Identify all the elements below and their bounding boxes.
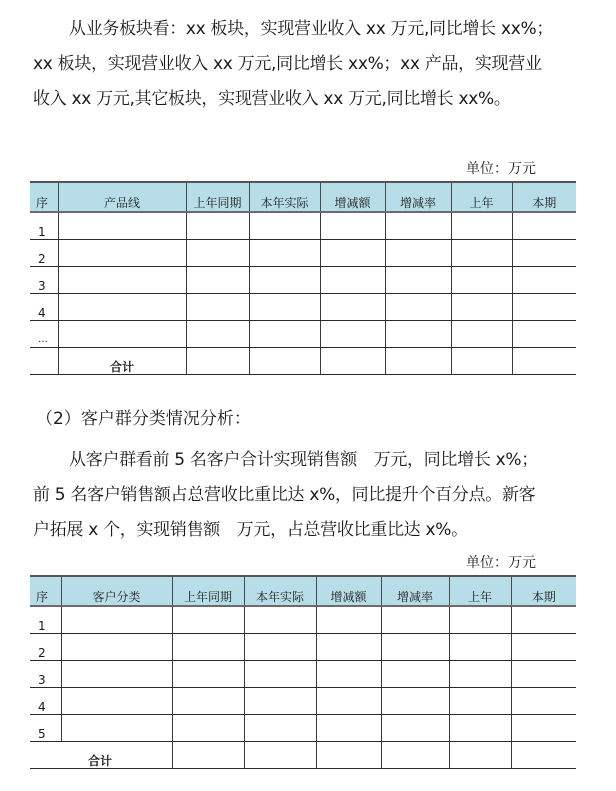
cell[interactable] (381, 661, 449, 688)
cell[interactable] (451, 240, 512, 267)
cell[interactable] (244, 688, 316, 715)
cell[interactable] (244, 606, 316, 634)
cell[interactable] (172, 661, 244, 688)
cell-customer-category[interactable] (61, 634, 172, 661)
cell[interactable] (316, 661, 381, 688)
cell[interactable] (451, 348, 512, 375)
cell[interactable] (249, 294, 320, 321)
cell[interactable] (449, 715, 511, 742)
row-seq: 4 (30, 688, 61, 715)
cell[interactable] (511, 606, 576, 634)
col-header-prior-year: 上年 (449, 576, 511, 606)
paragraph-line: 从业务板块看：xx 板块，实现营业收入 xx 万元,同比增长 xx%； (69, 19, 554, 39)
col-header-seq: 序 (30, 182, 58, 212)
cell[interactable] (172, 742, 244, 769)
col-header-prior-same-period: 上年同期 (186, 182, 249, 212)
row-seq: … (30, 321, 58, 348)
cell[interactable] (186, 321, 249, 348)
cell[interactable] (511, 742, 576, 769)
cell[interactable] (451, 212, 512, 240)
total-label: 合计 (30, 742, 172, 769)
cell[interactable] (316, 606, 381, 634)
cell[interactable] (316, 634, 381, 661)
col-header-current-actual: 本年实际 (244, 576, 316, 606)
cell[interactable] (320, 321, 385, 348)
cell[interactable] (512, 294, 576, 321)
row-seq: 1 (30, 606, 61, 634)
product-line-table (30, 181, 576, 375)
cell[interactable] (244, 742, 316, 769)
business-segment-paragraph (33, 12, 578, 117)
cell[interactable] (512, 348, 576, 375)
col-header-seq: 序 (30, 576, 61, 606)
cell[interactable] (385, 294, 451, 321)
cell[interactable] (249, 267, 320, 294)
cell-product-line[interactable] (58, 321, 186, 348)
table-row (30, 240, 576, 267)
row-seq-empty (30, 348, 58, 375)
table-header-row (30, 182, 576, 212)
cell-product-line[interactable] (58, 212, 186, 240)
row-seq: 2 (30, 634, 61, 661)
row-seq: 3 (30, 661, 61, 688)
table-row (30, 688, 576, 715)
row-seq: 3 (30, 267, 58, 294)
cell[interactable] (451, 321, 512, 348)
cell[interactable] (172, 634, 244, 661)
cell[interactable] (186, 267, 249, 294)
cell[interactable] (511, 715, 576, 742)
row-seq: 4 (30, 294, 58, 321)
cell-product-line[interactable] (58, 240, 186, 267)
cell[interactable] (512, 321, 576, 348)
col-header-change-rate: 增减率 (385, 182, 451, 212)
col-header-change-rate: 增减率 (381, 576, 449, 606)
table-row (30, 715, 576, 742)
cell[interactable] (451, 267, 512, 294)
cell[interactable] (449, 742, 511, 769)
cell-customer-category[interactable] (61, 688, 172, 715)
customer-analysis-heading: （2）客户群分类情况分析： (36, 409, 251, 429)
table2-unit-label: 单位：万元 (466, 555, 536, 571)
cell[interactable] (249, 321, 320, 348)
table-row (30, 661, 576, 688)
cell[interactable] (511, 688, 576, 715)
col-header-change-amount: 增减额 (320, 182, 385, 212)
cell[interactable] (320, 348, 385, 375)
table-row (30, 321, 576, 348)
col-header-current-period: 本期 (512, 182, 576, 212)
row-seq: 2 (30, 240, 58, 267)
cell-customer-category[interactable] (61, 715, 172, 742)
row-seq: 1 (30, 212, 58, 240)
col-header-change-amount: 增减额 (316, 576, 381, 606)
cell[interactable] (381, 742, 449, 769)
col-header-customer-category: 客户分类 (61, 576, 172, 606)
cell[interactable] (244, 715, 316, 742)
cell[interactable] (449, 634, 511, 661)
table-total-row (30, 742, 576, 769)
cell[interactable] (249, 240, 320, 267)
cell[interactable] (186, 212, 249, 240)
cell[interactable] (249, 212, 320, 240)
cell[interactable] (381, 606, 449, 634)
cell-customer-category[interactable] (61, 606, 172, 634)
table-row (30, 294, 576, 321)
cell[interactable] (249, 348, 320, 375)
paragraph-line: 前 5 名客户销售额占总营收比重比达 x%，同比提升个百分点。新客 (33, 485, 536, 505)
paragraph-line: 从客户群看前 5 名客户合计实现销售额 万元，同比增长 x%； (69, 450, 538, 470)
cell[interactable] (449, 661, 511, 688)
cell[interactable] (244, 661, 316, 688)
cell[interactable] (172, 606, 244, 634)
paragraph-line: 户拓展 x 个，实现销售额 万元，占总营收比重比达 x%。 (33, 520, 468, 540)
cell[interactable] (381, 688, 449, 715)
table-header-row (30, 576, 576, 606)
cell[interactable] (385, 240, 451, 267)
cell[interactable] (385, 321, 451, 348)
cell[interactable] (512, 240, 576, 267)
cell[interactable] (316, 742, 381, 769)
cell[interactable] (385, 267, 451, 294)
cell[interactable] (244, 634, 316, 661)
cell[interactable] (385, 348, 451, 375)
col-header-product-line: 产品线 (58, 182, 186, 212)
cell[interactable] (320, 267, 385, 294)
paragraph-line: 收入 xx 万元,其它板块，实现营业收入 xx 万元,同比增长 xx%。 (33, 89, 511, 109)
paragraph-line: xx 板块，实现营业收入 xx 万元,同比增长 xx%；xx 产品，实现营业 (33, 54, 542, 74)
col-header-prior-year: 上年 (451, 182, 512, 212)
cell[interactable] (451, 294, 512, 321)
table-row (30, 634, 576, 661)
cell[interactable] (511, 634, 576, 661)
table-total-row (30, 348, 576, 375)
table-row (30, 212, 576, 240)
cell[interactable] (512, 267, 576, 294)
cell[interactable] (449, 688, 511, 715)
cell-product-line[interactable] (58, 294, 186, 321)
cell[interactable] (186, 348, 249, 375)
cell[interactable] (186, 294, 249, 321)
cell[interactable] (320, 240, 385, 267)
cell[interactable] (316, 715, 381, 742)
cell[interactable] (381, 634, 449, 661)
table1-unit-label: 单位：万元 (466, 161, 536, 177)
customer-group-paragraph (33, 443, 578, 548)
cell[interactable] (381, 715, 449, 742)
cell-product-line[interactable] (58, 267, 186, 294)
cell[interactable] (511, 661, 576, 688)
col-header-current-period: 本期 (511, 576, 576, 606)
row-seq: 5 (30, 715, 61, 742)
table-row (30, 267, 576, 294)
cell[interactable] (449, 606, 511, 634)
cell-customer-category[interactable] (61, 661, 172, 688)
col-header-current-actual: 本年实际 (249, 182, 320, 212)
cell[interactable] (320, 212, 385, 240)
cell[interactable] (172, 715, 244, 742)
cell[interactable] (316, 688, 381, 715)
cell[interactable] (186, 240, 249, 267)
cell[interactable] (172, 688, 244, 715)
customer-category-table (30, 575, 576, 769)
cell[interactable] (385, 212, 451, 240)
table-row (30, 606, 576, 634)
cell[interactable] (320, 294, 385, 321)
col-header-prior-same-period: 上年同期 (172, 576, 244, 606)
total-label: 合计 (58, 348, 186, 375)
cell[interactable] (512, 212, 576, 240)
